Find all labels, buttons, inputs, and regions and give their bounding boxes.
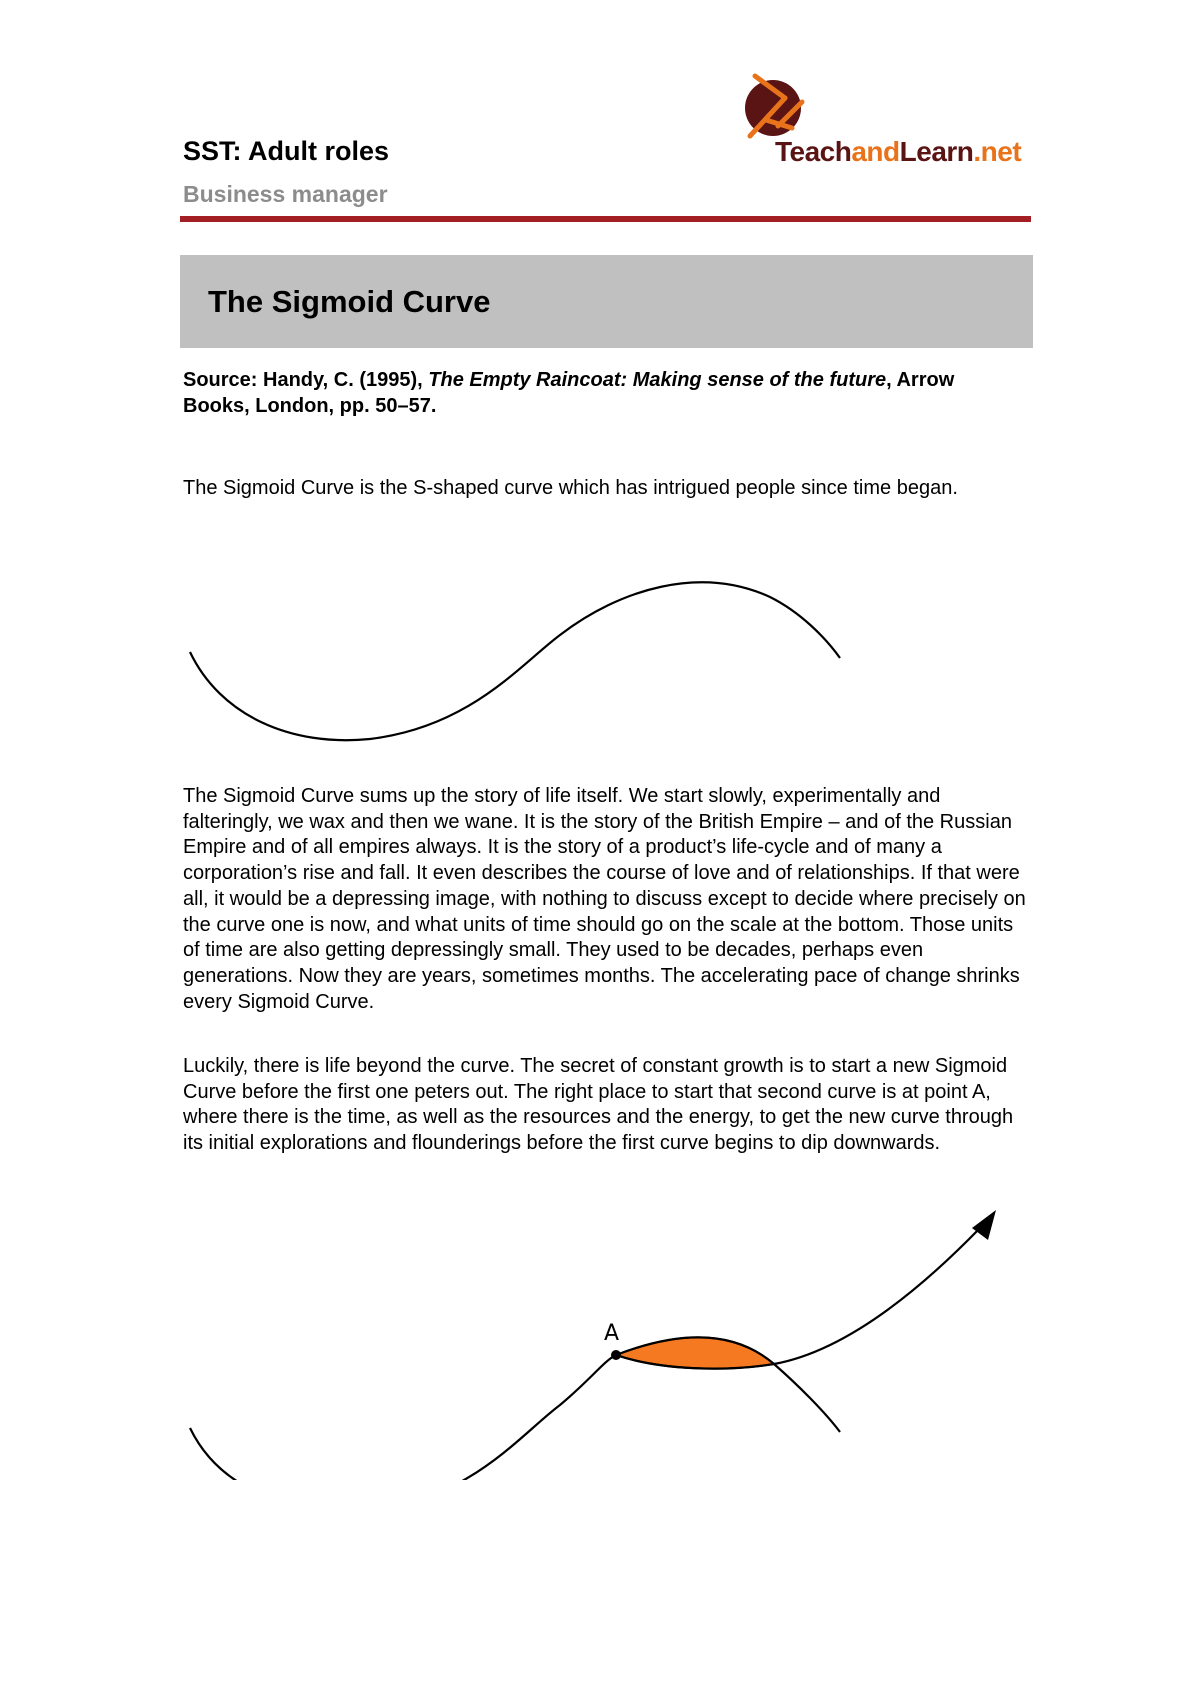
point-a-marker [611, 1350, 621, 1360]
source-prefix: Source: Handy, C. (1995), [183, 369, 429, 391]
sigmoid-curve [190, 582, 840, 740]
growth-overlap-region [616, 1337, 774, 1368]
document-title: SST: Adult roles [183, 136, 390, 166]
logo-word-and: and [851, 136, 900, 167]
intro-paragraph: The Sigmoid Curve is the S-shaped curve which has intrigued people since time began. [183, 477, 958, 499]
section-title: The Sigmoid Curve [208, 284, 491, 319]
logo-word-teach: Teach [775, 136, 852, 167]
point-a-label: A [604, 1321, 620, 1346]
body-paragraph-2: Luckily, there is life beyond the curve. The secret of constant growth is to start a new Sigmoid Curve before the first one peters out. The right place to start that second curve is at point A, where there is the time, as well as the resources and the energy, to get the new curve through its initial explorations and flounderings before the first curve begins to dip downwards. [183, 1055, 1014, 1155]
logo-word-net: .net [973, 136, 1022, 167]
source-suffix: , Arrow Books, London, pp. 50–57. [183, 369, 955, 417]
section-title-box [180, 255, 1033, 348]
logo-word-learn: Learn [899, 136, 974, 167]
source-book-title: The Empty Raincoat: Making sense of the future [428, 369, 887, 391]
source-citation [183, 367, 1023, 419]
logo-wordmark [775, 136, 1021, 168]
body-paragraph-1: The Sigmoid Curve sums up the story of life itself. We start slowly, experimentally and falteringly, we wax and then we wane. It is the story of the British Empire – and of the Russian Empire and of all empires always. It is the story of a product’s life-cycle and of many a corporation’s rise and fall. It even describes the course of love and of relationships. If that were all, it would be a depressing image, with nothing to discuss except to decide where precisely on the curve one is now, and what units of time should go on the scale at the bottom. Those units of time are also getting depressingly small. They used to be decades, perhaps even generations. Now they are years, sometimes months. The accelerating pace of change shrinks every Sigmoid Curve. [183, 785, 1026, 1013]
arrow-head-icon [972, 1210, 996, 1240]
second-curve-diagram [180, 1200, 1020, 1480]
sigmoid-curve-diagram [180, 555, 850, 755]
document-subtitle: Business manager [183, 181, 388, 207]
header-divider [180, 216, 1031, 222]
